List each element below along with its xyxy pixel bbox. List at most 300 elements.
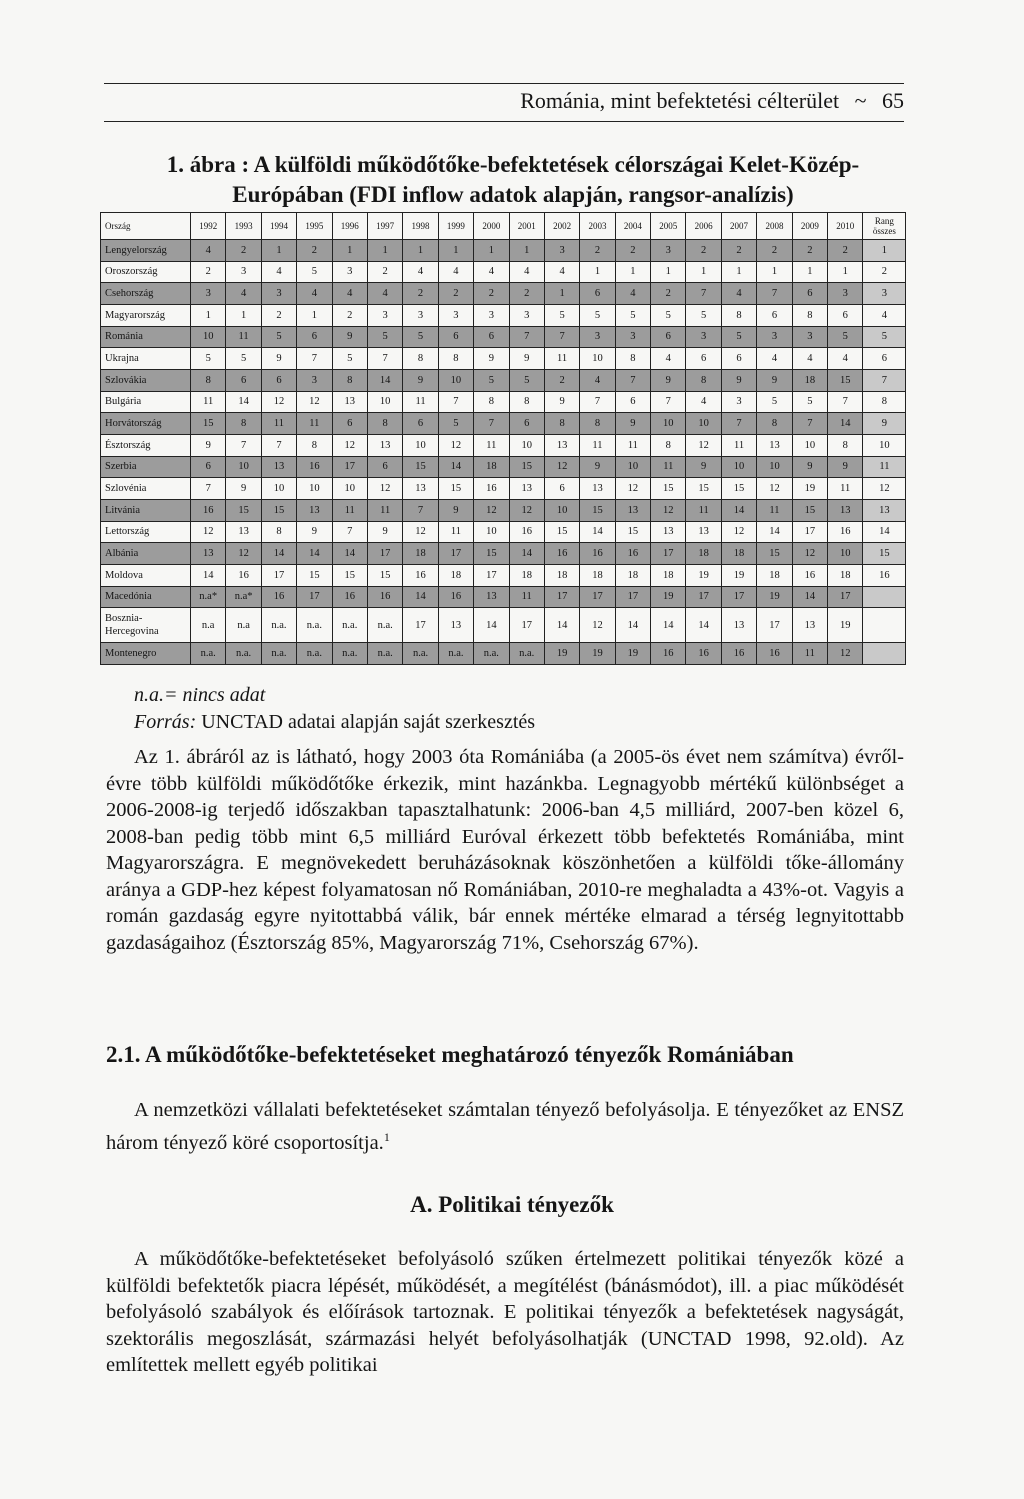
rank-header-line2: összes xyxy=(872,226,896,236)
rank-cell: 17 xyxy=(721,586,756,608)
rank-cell: 3 xyxy=(580,326,615,348)
rank-cell: 10 xyxy=(615,456,650,478)
paragraph-2 xyxy=(106,1097,904,1156)
rank-cell: 5 xyxy=(474,369,509,391)
rank-cell: 14 xyxy=(686,608,721,643)
rank-cell: 16 xyxy=(721,643,756,665)
total-rank-cell: 12 xyxy=(863,478,906,500)
rank-cell: 2 xyxy=(438,283,473,305)
rank-cell: 6 xyxy=(438,326,473,348)
rank-cell: 5 xyxy=(438,413,473,435)
year-column-header: 2005 xyxy=(651,213,686,240)
rank-cell: 7 xyxy=(332,521,367,543)
source-note xyxy=(134,711,535,734)
rank-cell: 13 xyxy=(757,434,792,456)
country-cell: Litvánia xyxy=(101,499,191,521)
subsection-heading: A. Politikai tényezők xyxy=(410,1192,614,1217)
rank-cell: 10 xyxy=(191,326,226,348)
rank-cell: 10 xyxy=(438,369,473,391)
table-row xyxy=(101,283,906,305)
rank-cell: 15 xyxy=(580,499,615,521)
country-cell: Lettország xyxy=(101,521,191,543)
rank-cell: 2 xyxy=(757,240,792,262)
total-rank-cell: 15 xyxy=(863,543,906,565)
rank-cell: 4 xyxy=(191,240,226,262)
running-head xyxy=(104,88,904,114)
rank-cell: 18 xyxy=(721,543,756,565)
rank-cell: 15 xyxy=(544,521,579,543)
country-cell: Észtország xyxy=(101,434,191,456)
rank-cell: n.a. xyxy=(261,643,296,665)
table-row xyxy=(101,391,906,413)
rank-cell: 4 xyxy=(367,283,402,305)
year-column-header: 2009 xyxy=(792,213,827,240)
year-column-header: 1995 xyxy=(297,213,332,240)
rank-cell: 9 xyxy=(615,413,650,435)
rank-cell: 7 xyxy=(686,283,721,305)
rank-cell: 12 xyxy=(615,478,650,500)
rank-cell: 16 xyxy=(261,586,296,608)
rank-cell: 12 xyxy=(686,434,721,456)
rank-cell: 2 xyxy=(509,283,544,305)
rank-cell: 12 xyxy=(580,608,615,643)
rank-cell: 14 xyxy=(757,521,792,543)
rank-cell: 13 xyxy=(367,434,402,456)
table-row xyxy=(101,348,906,370)
rank-cell: 13 xyxy=(474,586,509,608)
rank-cell: 5 xyxy=(828,326,863,348)
rank-cell: 10 xyxy=(792,434,827,456)
total-rank-cell: 5 xyxy=(863,326,906,348)
rank-cell: 5 xyxy=(367,326,402,348)
rank-cell: n.a. xyxy=(438,643,473,665)
rank-cell: 4 xyxy=(792,348,827,370)
rank-column-header xyxy=(863,213,906,240)
rank-cell: 13 xyxy=(509,478,544,500)
rank-cell: 3 xyxy=(438,304,473,326)
rank-cell: 9 xyxy=(226,478,261,500)
rank-cell: 8 xyxy=(792,304,827,326)
rank-cell: 13 xyxy=(686,521,721,543)
year-column-header: 1996 xyxy=(332,213,367,240)
rank-cell: 11 xyxy=(191,391,226,413)
rank-cell: 14 xyxy=(544,608,579,643)
table-row xyxy=(101,261,906,283)
rank-cell: 4 xyxy=(226,283,261,305)
header-rule-bottom xyxy=(104,121,904,122)
paragraph-1: Az 1. ábráról az is látható, hogy 2003 óta Romániába (a 2005-ös évet nem számítva) évről-évre több külföldi működőtőke érkezik, mint hazánkba. Legnagyobb mértékű különbséget a 2006-2008-ig terjedő időszakban tapasztalhatunk: 2006-ban 4,5 milliárd, 2007-ben közel 6, 2008-ban pedig több mint 6,5 milliárd Euróval érkezett több befektetés Romániába, mint Magyarországra. E megnövekedett beruházásoknak köszönhetően a külföldi tőke-állomány aránya a GDP-hez képest folyamatosan nő Romániában, 2010-re meghaladta a 43%-ot. Vagyis a román gazdaság egyre nyitottabbá válik, bár ennek mértéke elmarad a térség legnyitottabb gazdaságaihoz (Észtország 85%, Magyarország 71%, Csehország 67%). xyxy=(106,746,904,954)
rank-cell: 17 xyxy=(474,564,509,586)
rank-cell: 8 xyxy=(367,413,402,435)
rank-cell: 17 xyxy=(261,564,296,586)
rank-cell: 6 xyxy=(297,326,332,348)
rank-cell: 2 xyxy=(792,240,827,262)
rank-cell: 3 xyxy=(828,283,863,305)
rank-cell: 8 xyxy=(757,413,792,435)
rank-cell: 2 xyxy=(191,261,226,283)
rank-cell: 11 xyxy=(686,499,721,521)
year-column-header: 1992 xyxy=(191,213,226,240)
rank-cell: 7 xyxy=(509,326,544,348)
rank-cell: 11 xyxy=(297,413,332,435)
rank-cell: 7 xyxy=(544,326,579,348)
table-row xyxy=(101,608,906,643)
rank-cell: 5 xyxy=(615,304,650,326)
rank-cell: 6 xyxy=(474,326,509,348)
rank-cell: 3 xyxy=(792,326,827,348)
figure-title-line1: 1. ábra : A külföldi működőtőke-befektetések célországai Kelet-Közép- xyxy=(166,152,860,177)
rank-cell: 1 xyxy=(226,304,261,326)
year-column-header: 2007 xyxy=(721,213,756,240)
rank-cell: 6 xyxy=(580,283,615,305)
rank-cell: 7 xyxy=(721,413,756,435)
rank-cell: 3 xyxy=(509,304,544,326)
rank-cell: 7 xyxy=(580,391,615,413)
rank-cell: 10 xyxy=(226,456,261,478)
rank-cell: 17 xyxy=(792,521,827,543)
rank-cell: 3 xyxy=(686,326,721,348)
rank-cell: 7 xyxy=(403,499,438,521)
rank-cell: 15 xyxy=(615,521,650,543)
rank-cell: 1 xyxy=(651,261,686,283)
rank-cell: 18 xyxy=(580,564,615,586)
rank-cell: 6 xyxy=(509,413,544,435)
total-rank-cell: 11 xyxy=(863,456,906,478)
rank-cell: 1 xyxy=(828,261,863,283)
rank-cell: 17 xyxy=(828,586,863,608)
rank-cell: 5 xyxy=(544,304,579,326)
rank-cell: 8 xyxy=(580,413,615,435)
rank-cell: 12 xyxy=(438,434,473,456)
year-column-header: 1994 xyxy=(261,213,296,240)
rank-cell: 12 xyxy=(261,391,296,413)
rank-cell: 4 xyxy=(438,261,473,283)
rank-cell: n.a. xyxy=(332,643,367,665)
paragraph-2-text: A nemzetközi vállalati befektetéseket számtalan tényező befolyásolja. E tényezőket az ENSZ három tényező köré csoportosítja. xyxy=(106,1099,904,1154)
rank-cell: 15 xyxy=(403,456,438,478)
total-rank-cell: 8 xyxy=(863,391,906,413)
rank-cell: 4 xyxy=(757,348,792,370)
rank-cell: 14 xyxy=(403,586,438,608)
year-column-header: 1999 xyxy=(438,213,473,240)
rank-cell: 4 xyxy=(580,369,615,391)
rank-cell: 16 xyxy=(226,564,261,586)
table-row xyxy=(101,521,906,543)
rank-cell: 3 xyxy=(332,261,367,283)
rank-cell: 9 xyxy=(792,456,827,478)
rank-cell: 6 xyxy=(367,456,402,478)
rank-cell: 2 xyxy=(580,240,615,262)
total-rank-cell: 13 xyxy=(863,499,906,521)
rank-cell: 14 xyxy=(261,543,296,565)
rank-cell: 17 xyxy=(757,608,792,643)
rank-cell: 9 xyxy=(580,456,615,478)
rank-cell: 17 xyxy=(580,586,615,608)
rank-cell: 10 xyxy=(297,478,332,500)
rank-cell: 8 xyxy=(544,413,579,435)
rank-cell: 1 xyxy=(757,261,792,283)
rank-cell: 18 xyxy=(757,564,792,586)
rank-cell: 10 xyxy=(332,478,367,500)
rank-cell: 7 xyxy=(615,369,650,391)
rank-cell: 9 xyxy=(651,369,686,391)
country-cell: Ukrajna xyxy=(101,348,191,370)
rank-cell: 15 xyxy=(261,499,296,521)
rank-cell: 17 xyxy=(615,586,650,608)
rank-cell: n.a* xyxy=(226,586,261,608)
rank-cell: 11 xyxy=(651,456,686,478)
rank-cell: 14 xyxy=(332,543,367,565)
rank-cell: n.a. xyxy=(367,643,402,665)
rank-cell: 15 xyxy=(191,413,226,435)
table-row xyxy=(101,304,906,326)
rank-cell: 17 xyxy=(509,608,544,643)
rank-cell: 16 xyxy=(474,478,509,500)
rank-cell: 5 xyxy=(297,261,332,283)
year-column-header: 2004 xyxy=(615,213,650,240)
rank-cell: 4 xyxy=(509,261,544,283)
rank-cell: 10 xyxy=(828,543,863,565)
header-separator: ~ xyxy=(854,88,867,113)
rank-cell: 4 xyxy=(474,261,509,283)
rank-cell: 14 xyxy=(297,543,332,565)
rank-cell: 3 xyxy=(403,304,438,326)
rank-cell: n.a. xyxy=(403,643,438,665)
rank-cell: 1 xyxy=(261,240,296,262)
rank-cell: 14 xyxy=(367,369,402,391)
year-column-header: 2001 xyxy=(509,213,544,240)
rank-cell: 9 xyxy=(438,499,473,521)
rank-cell: 18 xyxy=(651,564,686,586)
table-row xyxy=(101,478,906,500)
rank-cell: 18 xyxy=(509,564,544,586)
rank-cell: 17 xyxy=(297,586,332,608)
rank-cell: 13 xyxy=(403,478,438,500)
rank-cell: 18 xyxy=(828,564,863,586)
rank-cell: 14 xyxy=(721,499,756,521)
rank-cell: 11 xyxy=(544,348,579,370)
rank-cell: n.a xyxy=(191,608,226,643)
rank-cell: 12 xyxy=(474,499,509,521)
rank-cell: 12 xyxy=(297,391,332,413)
rank-cell: 19 xyxy=(544,643,579,665)
rank-cell: 16 xyxy=(757,643,792,665)
rank-cell: 8 xyxy=(721,304,756,326)
rank-cell: 7 xyxy=(261,434,296,456)
rank-cell: 12 xyxy=(757,478,792,500)
rank-cell: 8 xyxy=(297,434,332,456)
rank-cell: 6 xyxy=(686,348,721,370)
rank-cell: 3 xyxy=(261,283,296,305)
year-column-header: 2003 xyxy=(580,213,615,240)
rank-cell: 5 xyxy=(191,348,226,370)
rank-cell: 8 xyxy=(474,391,509,413)
rank-cell: 16 xyxy=(438,586,473,608)
rank-cell: 1 xyxy=(403,240,438,262)
rank-cell: 3 xyxy=(297,369,332,391)
rank-cell: 9 xyxy=(261,348,296,370)
rank-cell: 12 xyxy=(403,521,438,543)
rank-cell: n.a. xyxy=(226,643,261,665)
rank-cell: 2 xyxy=(721,240,756,262)
rank-cell: 9 xyxy=(403,369,438,391)
rank-cell: 3 xyxy=(651,240,686,262)
rank-cell: 9 xyxy=(757,369,792,391)
total-rank-cell xyxy=(863,608,906,643)
rank-cell: 2 xyxy=(828,240,863,262)
rank-cell: 1 xyxy=(721,261,756,283)
rank-cell: 12 xyxy=(191,521,226,543)
rank-cell: 11 xyxy=(792,643,827,665)
rank-cell: 4 xyxy=(403,261,438,283)
rank-cell: 16 xyxy=(332,586,367,608)
rank-cell: 11 xyxy=(226,326,261,348)
year-column-header: 2006 xyxy=(686,213,721,240)
table-row xyxy=(101,499,906,521)
rank-cell: 6 xyxy=(615,391,650,413)
rank-cell: 13 xyxy=(297,499,332,521)
rank-cell: 12 xyxy=(226,543,261,565)
rank-cell: 10 xyxy=(686,413,721,435)
figure-title-line2: Európában (FDI inflow adatok alapján, rangsor-analízis) xyxy=(232,182,794,207)
rank-cell: 8 xyxy=(191,369,226,391)
rank-cell: 19 xyxy=(580,643,615,665)
rank-cell: 9 xyxy=(191,434,226,456)
total-rank-cell: 7 xyxy=(863,369,906,391)
rank-cell: 16 xyxy=(191,499,226,521)
rank-cell: 16 xyxy=(544,543,579,565)
rank-cell: 18 xyxy=(686,543,721,565)
rank-cell: 3 xyxy=(367,304,402,326)
rank-cell: 18 xyxy=(438,564,473,586)
rank-cell: 7 xyxy=(367,348,402,370)
country-cell: Horvátország xyxy=(101,413,191,435)
rank-cell: 4 xyxy=(544,261,579,283)
rank-cell: 7 xyxy=(226,434,261,456)
rank-cell: 6 xyxy=(191,456,226,478)
rank-cell: 8 xyxy=(226,413,261,435)
rank-cell: 17 xyxy=(438,543,473,565)
rank-cell: 11 xyxy=(615,434,650,456)
rank-cell: 14 xyxy=(474,608,509,643)
rank-cell: 17 xyxy=(686,586,721,608)
rank-cell: n.a. xyxy=(509,643,544,665)
rank-cell: 6 xyxy=(544,478,579,500)
running-title: Románia, mint befektetési célterület xyxy=(520,88,840,113)
rank-cell: 5 xyxy=(403,326,438,348)
rank-cell: 17 xyxy=(651,543,686,565)
rank-cell: 14 xyxy=(580,521,615,543)
total-rank-cell xyxy=(863,643,906,665)
rank-cell: 14 xyxy=(828,413,863,435)
rank-cell: n.a. xyxy=(261,608,296,643)
rank-cell: 4 xyxy=(828,348,863,370)
rank-cell: 10 xyxy=(261,478,296,500)
rank-cell: 11 xyxy=(403,391,438,413)
rank-cell: 8 xyxy=(332,369,367,391)
rank-cell: 18 xyxy=(474,456,509,478)
rank-cell: 16 xyxy=(297,456,332,478)
rank-cell: 19 xyxy=(828,608,863,643)
year-column-header: 2010 xyxy=(828,213,863,240)
rank-cell: 11 xyxy=(828,478,863,500)
rank-cell: 2 xyxy=(544,369,579,391)
rank-cell: 1 xyxy=(297,304,332,326)
rank-cell: 12 xyxy=(721,521,756,543)
rank-cell: 2 xyxy=(332,304,367,326)
rank-cell: 11 xyxy=(332,499,367,521)
rank-cell: 2 xyxy=(651,283,686,305)
rank-cell: 7 xyxy=(474,413,509,435)
rank-cell: 15 xyxy=(367,564,402,586)
table-row xyxy=(101,413,906,435)
rank-cell: 1 xyxy=(615,261,650,283)
table-row xyxy=(101,434,906,456)
rank-cell: 11 xyxy=(757,499,792,521)
na-note: n.a.= nincs adat xyxy=(134,684,266,706)
rank-cell: 1 xyxy=(332,240,367,262)
rank-cell: 13 xyxy=(721,608,756,643)
year-column-header: 2008 xyxy=(757,213,792,240)
rank-cell: 18 xyxy=(403,543,438,565)
rank-cell: 18 xyxy=(615,564,650,586)
page-number: 65 xyxy=(882,88,904,113)
rank-cell: 13 xyxy=(580,478,615,500)
rank-cell: 13 xyxy=(191,543,226,565)
total-rank-cell: 10 xyxy=(863,434,906,456)
rank-cell: 17 xyxy=(544,586,579,608)
source-text: UNCTAD adatai alapján saját szerkesztés xyxy=(196,711,536,733)
country-cell: Lengyelország xyxy=(101,240,191,262)
rank-cell: 5 xyxy=(792,391,827,413)
table-row xyxy=(101,326,906,348)
rank-cell: 17 xyxy=(367,543,402,565)
rank-cell: 9 xyxy=(297,521,332,543)
rank-cell: 1 xyxy=(686,261,721,283)
total-rank-cell: 1 xyxy=(863,240,906,262)
rank-cell: 10 xyxy=(580,348,615,370)
header-rule-top xyxy=(104,83,904,84)
rank-cell: 9 xyxy=(509,348,544,370)
rank-cell: 9 xyxy=(686,456,721,478)
rank-cell: 15 xyxy=(757,543,792,565)
total-rank-cell: 2 xyxy=(863,261,906,283)
rank-cell: 11 xyxy=(474,434,509,456)
rank-cell: 16 xyxy=(580,543,615,565)
rank-cell: 5 xyxy=(261,326,296,348)
country-cell: Csehország xyxy=(101,283,191,305)
rank-cell: 15 xyxy=(792,499,827,521)
total-rank-cell: 9 xyxy=(863,413,906,435)
rank-cell: 8 xyxy=(438,348,473,370)
rank-cell: 5 xyxy=(651,304,686,326)
rank-cell: 12 xyxy=(544,456,579,478)
rank-cell: 4 xyxy=(721,283,756,305)
total-rank-cell: 6 xyxy=(863,348,906,370)
rank-cell: 6 xyxy=(403,413,438,435)
rank-cell: 13 xyxy=(651,521,686,543)
rank-header-line1: Rang xyxy=(874,216,894,226)
rank-cell: 5 xyxy=(332,348,367,370)
rank-cell: 13 xyxy=(332,391,367,413)
rank-cell: n.a. xyxy=(191,643,226,665)
rank-cell: 2 xyxy=(615,240,650,262)
rank-cell: 10 xyxy=(757,456,792,478)
rank-cell: 7 xyxy=(757,283,792,305)
rank-cell: 12 xyxy=(509,499,544,521)
rank-cell: 15 xyxy=(226,499,261,521)
rank-cell: 3 xyxy=(474,304,509,326)
